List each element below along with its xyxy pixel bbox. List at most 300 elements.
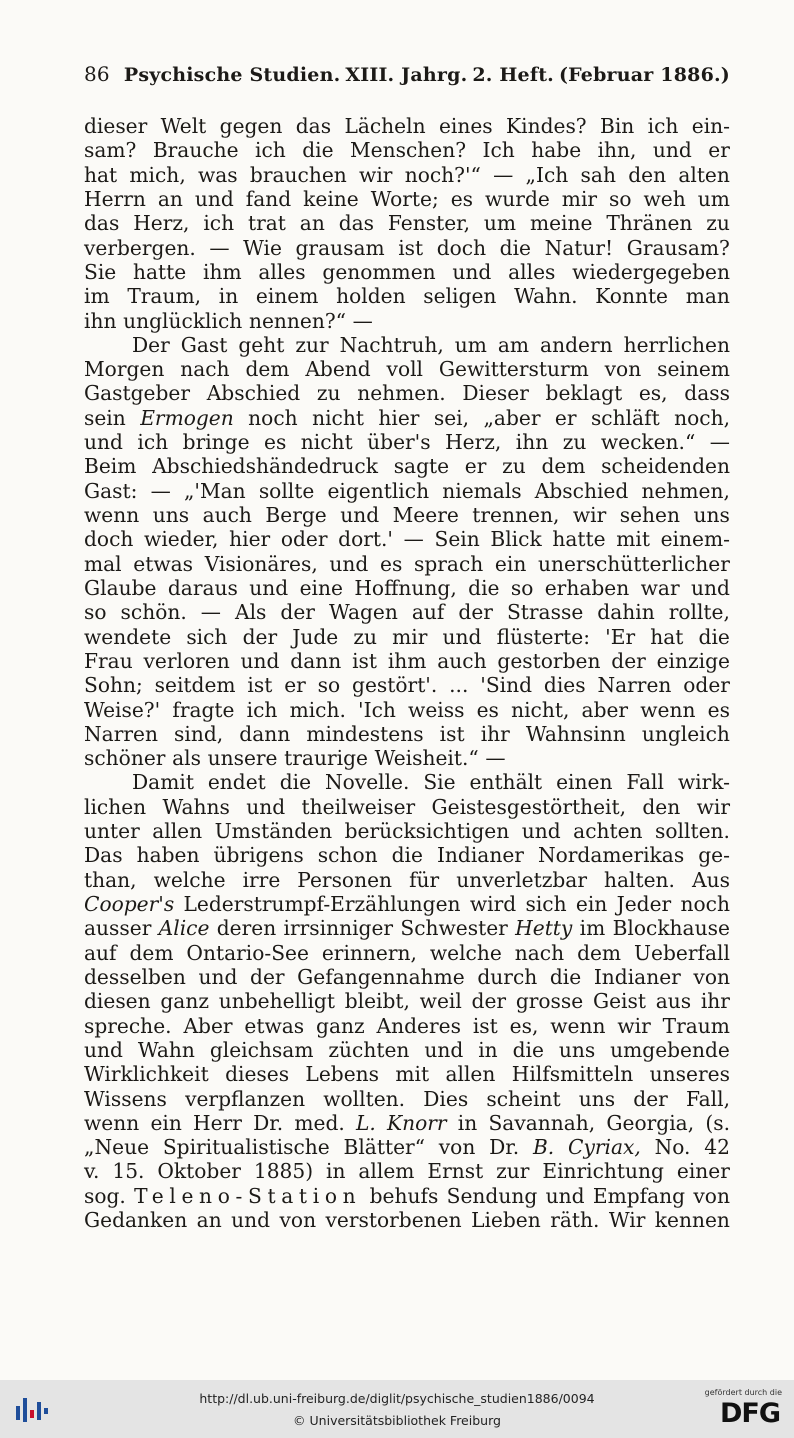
word: hier <box>378 405 420 430</box>
word: und <box>652 138 692 163</box>
page-number: 86 <box>84 62 110 86</box>
word: um <box>483 211 517 236</box>
word: wir <box>696 794 730 819</box>
word: gleichsam <box>209 1037 314 1062</box>
word: diesen <box>84 989 151 1014</box>
word: grosse <box>515 989 584 1014</box>
text-line <box>84 1062 730 1086</box>
word: Blockhause <box>612 916 730 941</box>
word: Damit <box>132 770 194 795</box>
text-line <box>84 965 730 989</box>
word: No. <box>654 1135 691 1160</box>
word: ich <box>137 430 169 455</box>
text-line <box>84 236 730 260</box>
text-line <box>84 503 730 527</box>
word: fand <box>245 186 292 211</box>
word: im <box>579 916 606 941</box>
word: kennen <box>654 1208 730 1233</box>
word: Herz, <box>133 211 190 236</box>
word: wenn <box>84 503 140 527</box>
word: niemals <box>442 478 522 503</box>
word: an <box>157 186 183 211</box>
word: scheidenden <box>601 454 730 479</box>
word: Nordamerikas <box>537 843 685 868</box>
word: Narren <box>84 721 158 746</box>
word: ausser <box>84 916 152 941</box>
word: mal <box>84 551 122 576</box>
word: Gedanken <box>84 1208 188 1233</box>
word: an <box>299 211 325 236</box>
word: und <box>521 819 561 844</box>
word: einer <box>676 1159 730 1184</box>
word: Als <box>235 600 267 625</box>
word: Dr. <box>489 1135 520 1160</box>
word: Sein <box>434 527 480 552</box>
word: hat <box>84 162 118 187</box>
word: Ernst <box>427 1159 484 1184</box>
word: die <box>391 843 423 868</box>
word: Gast: <box>84 478 138 503</box>
word: Strasse <box>506 600 584 625</box>
word: sah <box>580 162 616 187</box>
word: verbergen. <box>84 235 196 260</box>
word: die <box>512 1037 544 1062</box>
word: — <box>485 746 506 771</box>
word: ihr <box>480 721 510 746</box>
word: über's <box>367 430 431 455</box>
word: 'Sind <box>480 673 533 698</box>
text-line <box>84 770 730 794</box>
viewer-footer <box>0 1380 794 1438</box>
word: noch <box>680 892 730 916</box>
word: Visionäres, <box>204 551 318 576</box>
word: Morgen <box>84 357 165 382</box>
word: und <box>545 1183 585 1208</box>
word: Abschiedshändedruck <box>152 454 378 479</box>
word: dem <box>129 940 174 965</box>
word: wiedergegeben <box>572 259 730 284</box>
word: dieses <box>225 1062 290 1087</box>
word: an <box>196 1208 222 1233</box>
text-line <box>84 1208 730 1232</box>
word: Traum, <box>127 284 202 309</box>
word: zur <box>496 1159 530 1184</box>
text-line <box>84 187 730 211</box>
word: oder <box>280 527 328 552</box>
word: ich <box>255 138 286 163</box>
word: sich <box>186 624 228 649</box>
word: wieder, <box>144 527 219 552</box>
word: nehmen. <box>357 381 446 406</box>
word: Wir <box>608 1208 646 1233</box>
word: und <box>329 551 369 576</box>
word: von <box>279 1208 317 1233</box>
body-text <box>84 114 730 1232</box>
word: unglücklich <box>123 308 243 333</box>
word: Knorr <box>387 1110 447 1135</box>
word: das <box>295 114 332 138</box>
word: Lebens <box>305 1062 380 1087</box>
text-line <box>84 819 730 843</box>
word: mich, <box>129 162 186 187</box>
word: hatte <box>552 527 606 552</box>
word: erinnern, <box>321 940 417 965</box>
word: welche <box>429 940 502 965</box>
word: was <box>197 162 238 187</box>
word: und <box>340 503 380 527</box>
word: sam? <box>84 138 137 163</box>
word: erhaben <box>544 575 630 600</box>
word: ein- <box>691 114 730 138</box>
word: ... <box>449 673 469 698</box>
word: 'Ich <box>358 697 396 722</box>
word: eine <box>299 575 343 600</box>
word: wenn <box>640 697 696 722</box>
word: schläft <box>590 405 660 430</box>
word: unseres <box>649 1062 730 1087</box>
word: Lächeln <box>344 114 426 138</box>
word: 1885) <box>253 1159 314 1184</box>
word: Sie <box>84 259 117 284</box>
word: desselben <box>84 964 186 989</box>
word: Gastgeber <box>84 381 191 406</box>
word: Einrichtung <box>542 1159 664 1184</box>
word: seinem <box>657 357 730 382</box>
text-line <box>84 527 730 551</box>
text-line <box>84 673 730 697</box>
word: dem <box>245 357 290 382</box>
word: zu <box>316 381 341 406</box>
word: — <box>150 478 171 503</box>
word: dahin <box>597 600 655 625</box>
word: es, <box>638 381 668 406</box>
word: noch?'“ <box>404 162 481 187</box>
word: Sendung <box>446 1183 538 1208</box>
word: sollten. <box>655 819 730 844</box>
text-line <box>84 649 730 673</box>
funded-by-label: gefördert durch die <box>704 1388 782 1397</box>
word: züchten <box>328 1037 410 1062</box>
running-head <box>124 64 730 86</box>
word: und <box>690 575 730 600</box>
word: und <box>84 430 123 455</box>
word: wecken.“ <box>600 430 696 455</box>
word: am <box>497 332 530 357</box>
word: sprach <box>413 551 484 576</box>
word: weh <box>643 186 686 211</box>
word: wollten. <box>323 1086 406 1111</box>
word: B. <box>532 1135 555 1160</box>
word: uns <box>558 1037 596 1062</box>
word: seligen <box>423 284 497 309</box>
word: Ontario-See <box>186 940 309 965</box>
word: einem- <box>660 527 730 552</box>
word: Oktober <box>157 1159 241 1184</box>
word: lichen <box>84 794 147 819</box>
word: Indianer <box>436 843 524 868</box>
word: und <box>249 575 289 600</box>
word: Wahn. <box>514 284 578 309</box>
word: med. <box>294 1110 345 1135</box>
word: wir <box>572 503 607 527</box>
text-line <box>84 1184 730 1208</box>
text-line <box>84 406 730 430</box>
word: Aus <box>691 867 730 892</box>
word: achten <box>573 819 643 844</box>
word: mich. <box>289 697 346 722</box>
word: sich <box>525 892 567 916</box>
word: wirk- <box>677 770 730 795</box>
word: allen <box>152 819 203 844</box>
word: Beim <box>84 454 137 479</box>
word: sagte <box>393 454 450 479</box>
word: mir <box>392 624 428 649</box>
word: Cyriax, <box>568 1135 641 1160</box>
word: nennen?“ <box>248 308 346 333</box>
word: so <box>609 186 632 211</box>
word: „'Man <box>183 478 246 503</box>
word: sei, <box>433 405 470 430</box>
word: der <box>280 600 315 625</box>
word: der <box>611 648 646 673</box>
word: und <box>442 624 482 649</box>
text-line <box>84 868 730 892</box>
word: Weise?' <box>84 697 161 722</box>
word: dem <box>541 454 586 479</box>
text-line <box>84 1135 730 1159</box>
word: Geist <box>592 989 646 1014</box>
word: scheint <box>486 1086 561 1111</box>
word: unsere <box>207 746 278 771</box>
word: das <box>84 211 120 236</box>
word: berücksichtigen <box>344 819 510 844</box>
word: Blätter“ <box>343 1135 425 1160</box>
word: Novelle. <box>324 770 410 795</box>
word: die <box>698 624 730 649</box>
text-line <box>84 1111 730 1135</box>
word: bringe <box>182 430 250 455</box>
word: und <box>84 1037 123 1062</box>
word: Jeder <box>616 892 672 916</box>
word: es <box>707 697 730 722</box>
word: zu <box>706 211 730 236</box>
word: ihn, <box>597 138 637 163</box>
word: Spiritualistische <box>162 1135 330 1160</box>
text-line <box>84 1038 730 1062</box>
word: Thränen <box>606 211 693 236</box>
word: so <box>510 575 534 600</box>
word: und <box>424 1037 464 1062</box>
word: voll <box>386 357 424 382</box>
word: allen <box>445 1062 496 1087</box>
word: Narren <box>597 673 672 698</box>
word: Abend <box>305 357 371 382</box>
word: es <box>380 551 403 576</box>
word: er <box>708 138 730 163</box>
word: „Ich <box>525 162 569 187</box>
word: L. <box>356 1110 376 1135</box>
word: wurde <box>485 186 550 211</box>
word: ihn <box>84 308 117 333</box>
word: die <box>499 235 531 260</box>
word: wir <box>359 162 393 187</box>
word: dann <box>239 721 291 746</box>
word: wenn <box>84 1110 140 1135</box>
word: Abschied <box>206 381 301 406</box>
word: — <box>493 162 514 187</box>
word: räth. <box>550 1208 600 1233</box>
text-line <box>84 357 730 381</box>
word: ich <box>647 114 679 138</box>
word: alles <box>258 259 306 284</box>
word: und <box>194 186 234 211</box>
word: um <box>454 332 487 357</box>
text-line <box>84 576 730 600</box>
word: ist <box>439 721 465 746</box>
word: gegen <box>219 114 283 138</box>
word: Fenster, <box>387 211 471 236</box>
text-line <box>84 843 730 867</box>
word: dem <box>577 940 622 965</box>
word: mindestens <box>306 721 424 746</box>
text-line <box>84 114 730 138</box>
word: (s. <box>705 1110 730 1135</box>
word: daraus <box>167 575 238 600</box>
word: gestört'. <box>352 673 438 698</box>
word: nicht <box>300 430 353 455</box>
word: ist <box>472 1013 498 1038</box>
word: Lederstrumpf-Erzählungen <box>183 892 461 916</box>
word: — <box>352 308 373 333</box>
word: auf <box>411 600 445 625</box>
word: deren <box>216 916 277 941</box>
journal-title: Psychische Studien. <box>123 64 341 86</box>
word: für <box>409 867 440 892</box>
word: umgebende <box>610 1037 730 1062</box>
word: — <box>200 600 221 625</box>
word: Alice <box>158 916 210 941</box>
word: v. <box>84 1159 100 1184</box>
word: Frau <box>84 648 133 673</box>
word: Natur! <box>544 235 614 260</box>
issue-label: 2. Heft. <box>472 64 554 86</box>
word: zu <box>562 430 587 455</box>
word: sehen <box>619 503 681 527</box>
word: nehmen, <box>641 478 730 503</box>
word: Sohn; <box>84 673 143 698</box>
text-line <box>84 284 730 308</box>
word: Hilfsmitteln <box>511 1062 634 1087</box>
word: Bin <box>599 114 635 138</box>
word: mit <box>616 527 650 552</box>
word: einzige <box>656 648 730 673</box>
word: wir <box>617 1013 651 1038</box>
word: etwas <box>133 551 194 576</box>
word: Gewittersturm <box>438 357 589 382</box>
text-line <box>84 698 730 722</box>
word: als <box>172 746 201 771</box>
word: es <box>476 697 499 722</box>
word: Kindes? <box>506 114 587 138</box>
text-line <box>84 1014 730 1038</box>
text-line <box>84 625 730 649</box>
word: Dr. <box>253 1110 284 1135</box>
word: war <box>640 575 680 600</box>
word: einem <box>255 284 319 309</box>
word: Grausam? <box>626 235 730 260</box>
text-line <box>84 600 730 624</box>
word: wird <box>469 892 517 916</box>
word: Schwester <box>400 916 508 941</box>
word: so <box>317 673 341 698</box>
word: unverletzbar <box>456 867 587 892</box>
source-url[interactable]: http://dl.ub.uni-freiburg.de/diglit/psychische_studien1886/0094 <box>199 1391 595 1406</box>
word: endet <box>207 770 266 795</box>
word: und <box>198 964 238 989</box>
word: brauchen <box>249 162 347 187</box>
word: es <box>264 430 287 455</box>
word: nach <box>514 940 565 965</box>
text-line <box>84 381 730 405</box>
text-line <box>84 1087 730 1111</box>
text-line <box>84 916 730 940</box>
text-line <box>84 211 730 235</box>
word: trat <box>247 211 286 236</box>
word: alten <box>678 162 730 187</box>
word: die <box>468 575 500 600</box>
copyright-notice: © Universitätsbibliothek Freiburg <box>293 1413 501 1428</box>
word: sog. <box>84 1183 126 1208</box>
dfg-logo: DFG <box>719 1398 780 1429</box>
word: Berge <box>265 503 327 527</box>
text-line <box>84 795 730 819</box>
word: doch <box>84 527 134 552</box>
word: in <box>218 284 239 309</box>
word: auch <box>202 503 252 527</box>
word: Herrn <box>84 186 146 211</box>
word: haben <box>136 843 200 868</box>
word: fragte <box>172 697 235 722</box>
word: rollte, <box>668 600 730 625</box>
word: sollte <box>258 478 315 503</box>
word: zu <box>353 624 377 649</box>
word: mit <box>395 1062 430 1087</box>
word: seitdem <box>154 673 236 698</box>
word: trennen, <box>472 503 560 527</box>
word: Brauche <box>152 138 239 163</box>
text-line <box>84 260 730 284</box>
word: Abschied <box>534 478 629 503</box>
word: grausam <box>295 235 385 260</box>
text-line <box>84 892 730 916</box>
word: irrsinniger <box>283 916 394 941</box>
word: weiss <box>408 697 465 722</box>
word: eines <box>438 114 493 138</box>
word: Herr <box>193 1110 242 1135</box>
word: 'Er <box>605 624 636 649</box>
text-line <box>84 1159 730 1183</box>
word: der <box>250 964 285 989</box>
word: spreche. <box>84 1013 172 1038</box>
text-line <box>84 163 730 187</box>
word: nicht, <box>511 697 570 722</box>
word: wenn <box>550 1013 606 1038</box>
word: Aber <box>183 1013 233 1038</box>
word: Ich <box>482 138 515 163</box>
word: Wie <box>243 235 282 260</box>
word: flüsterte: <box>496 624 591 649</box>
word: Traum <box>662 1013 730 1038</box>
